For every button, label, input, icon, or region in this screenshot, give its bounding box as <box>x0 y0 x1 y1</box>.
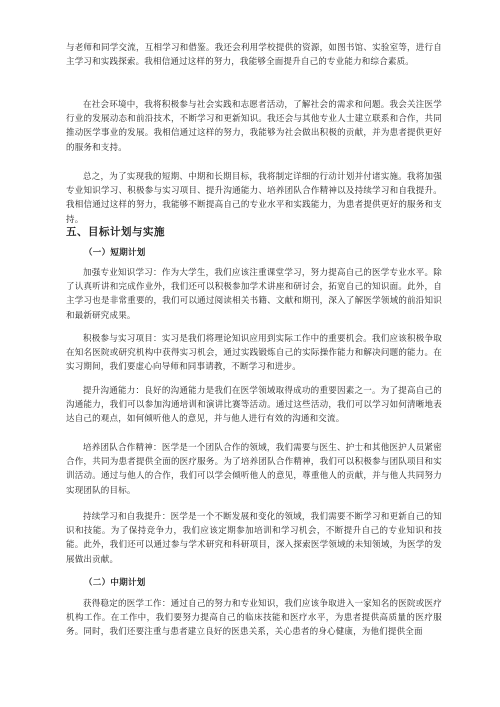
paragraph: 培养团队合作精神：医学是一个团队合作的领域，我们需要与医生、护士和其他医护人员紧密合作，共同为患者提供全面的医疗服务。为了培养团队合作精神，我们可以积极参与团队项目和实训活动。通过与他人的合作，我们可以学会倾听他人的意见，尊重他人的贡献，并与他人共同努力实现团队的目标。 <box>66 443 442 496</box>
paragraph: 在社会环境中，我将积极参与社会实践和志愿者活动，了解社会的需求和问题。我会关注医学行业的发展动态和前沿技术，不断学习和更新知识。我还会与其他专业人士建立联系和合作，共同推动医学事业的发展。我相信通过这样的努力，我能够为社会做出积极的贡献，并为患者提供更好的服务和支持。 <box>66 100 442 153</box>
paragraph: 提升沟通能力：良好的沟通能力是我们在医学领域取得成功的重要因素之一。为了提高自己的沟通能力，我们可以参加沟通培训和演讲比赛等活动。通过这些活动，我们可以学习如何清晰地表达自己的观点，如何倾听他人的意见，并与他人进行有效的沟通和交流。 <box>66 386 442 425</box>
paragraph: 持续学习和自我提升：医学是一个不断发展和变化的领域，我们需要不断学习和更新自己的知识和技能。为了保持竞争力，我们应该定期参加培训和学习机会，不断提升自己的专业知识和技能。此外，我们还可以通过参与学术研究和科研项目，深入探索医学领域的未知领域，为医学的发展做出贡献。 <box>66 512 442 565</box>
paragraph: 与老师和同学交流，互相学习和借鉴。我还会利用学校提供的资源，如图书馆、实验室等，进行自主学习和实践探索。我相信通过这样的努力，我能够全面提升自己的专业能力和综合素质。 <box>66 43 442 68</box>
subsection-heading: （二）中期计划 <box>84 578 146 588</box>
paragraph: 总之，为了实现我的短期、中期和长期目标，我将制定详细的行动计划并付诸实施。我将加强专业知识学习、积极参与实习项目、提升沟通能力、培养团队合作精神以及持续学习和自我提升。我相信通过这样的努力，我能够不断提高自己的专业水平和实践能力，为患者提供更好的服务和支持。 <box>66 172 442 225</box>
section-heading: 五、目标计划与实施 <box>66 226 165 238</box>
subsection-heading: （一）短期计划 <box>84 248 146 258</box>
paragraph: 积极参与实习项目：实习是我们将理论知识应用到实际工作中的重要机会。我们应该积极争取在知名医院或研究机构中获得实习机会，通过实践锻炼自己的实际操作能力和解决问题的能力。在实习期间，我们要虚心向导师和同事请教，不断学习和进步。 <box>66 334 442 373</box>
paragraph: 加强专业知识学习：作为大学生，我们应该注重课堂学习，努力提高自己的医学专业水平。除了认真听讲和完成作业外，我们还可以积极参加学术讲座和研讨会，拓宽自己的知识面。此外，自主学习也是非常重要的，我们可以通过阅读相关书籍、文献和期刊，深入了解医学领域的前沿知识和最新研究成果。 <box>66 268 442 321</box>
paragraph: 获得稳定的医学工作：通过自己的努力和专业知识，我们应该争取进入一家知名的医院或医疗机构工作。在工作中，我们要努力提高自己的临床技能和医疗水平，为患者提供高质量的医疗服务。同时，我们还要注重与患者建立良好的医患关系，关心患者的身心健康，为他们提供全面 <box>66 599 442 638</box>
